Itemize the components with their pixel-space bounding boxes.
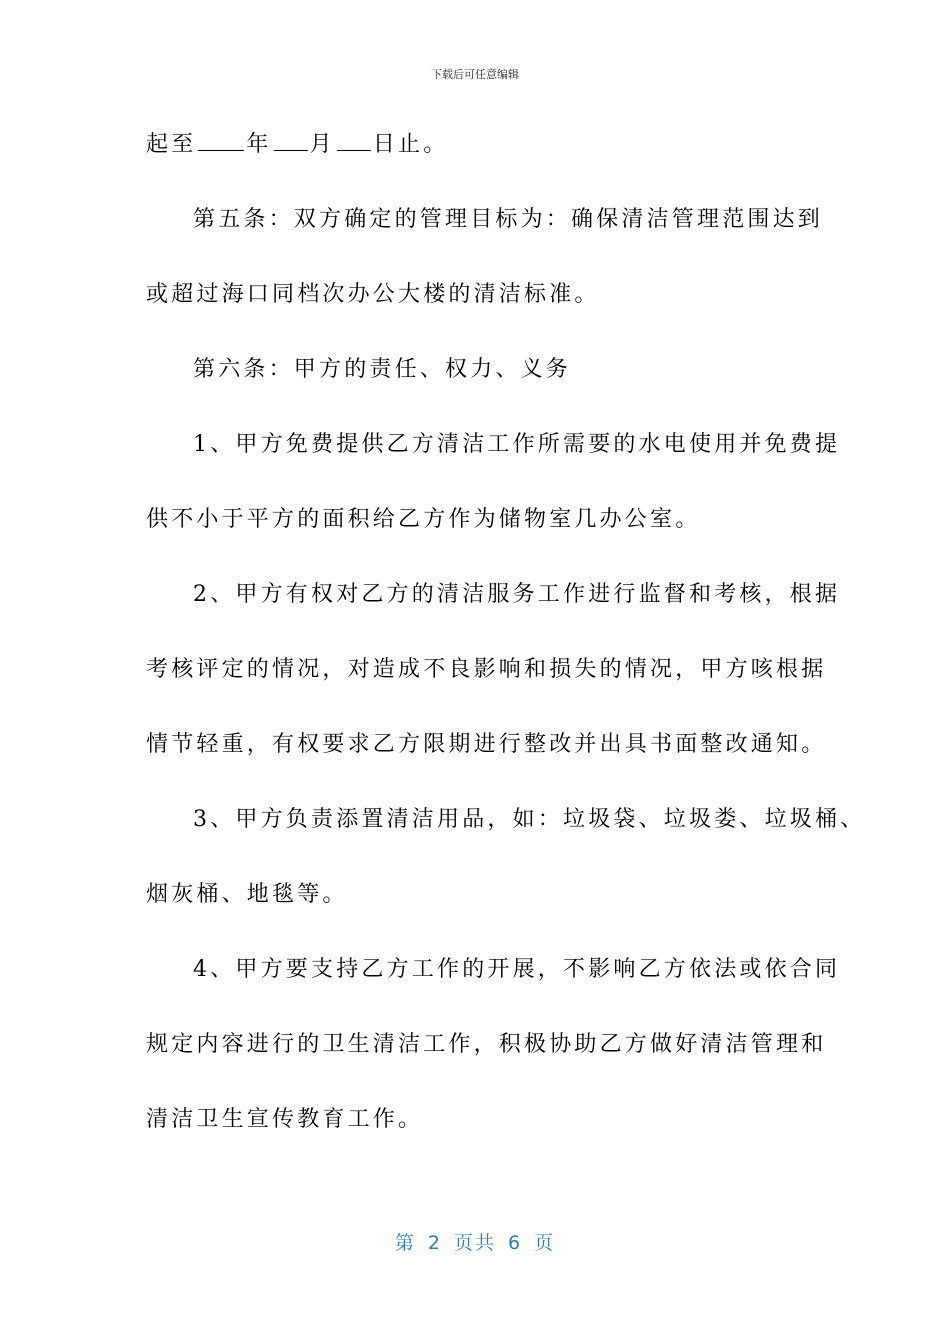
item1-line1: 1、甲方免费提供乙方清洁工作所需要的水电使用并免费提 bbox=[193, 432, 841, 457]
footer-middle: 页共 bbox=[453, 1232, 496, 1254]
item4-line3: 清洁卫生宣传教育工作。 bbox=[146, 1107, 424, 1132]
article6-title: 第六条：甲方的责任、权力、义务 bbox=[193, 357, 572, 382]
item4-line2: 规定内容进行的卫生清洁工作，积极协助乙方做好清洁管理和 bbox=[146, 1032, 827, 1057]
item3-line2: 烟灰桶、地毯等。 bbox=[146, 882, 348, 907]
month-blank bbox=[274, 132, 308, 151]
date-line-start: 起至 bbox=[146, 132, 197, 157]
day-label: 日止。 bbox=[372, 132, 449, 157]
item2-line1: 2、甲方有权对乙方的清洁服务工作进行监督和考核，根据 bbox=[193, 582, 841, 607]
article5-line1: 第五条：双方确定的管理目标为：确保清洁管理范围达到 bbox=[193, 207, 824, 232]
year-label: 年 bbox=[246, 132, 272, 157]
footer-total-pages: 6 bbox=[508, 1232, 523, 1254]
header-note: 下载后可任意编辑 bbox=[431, 68, 519, 81]
footer-prefix: 第 bbox=[394, 1232, 416, 1254]
item4-line1: 4、甲方要支持乙方工作的开展，不影响乙方依法或依合同 bbox=[193, 957, 841, 982]
item3-line1: 3、甲方负责添置清洁用品，如：垃圾袋、垃圾娄、垃圾桶、 bbox=[193, 807, 866, 832]
article5-line2: 或超过海口同档次办公大楼的清洁标准。 bbox=[146, 282, 600, 307]
item1-line2: 供不小于平方的面积给乙方作为储物室几办公室。 bbox=[146, 507, 701, 532]
page-footer bbox=[0, 1228, 950, 1255]
footer-page-number: 2 bbox=[427, 1232, 442, 1254]
item2-line2: 考核评定的情况，对造成不良影响和损失的情况，甲方咳根据 bbox=[146, 657, 827, 682]
month-label: 月 bbox=[309, 132, 335, 157]
date-line bbox=[146, 132, 448, 158]
item2-line3: 情节轻重，有权要求乙方限期进行整改并出具书面整改通知。 bbox=[146, 732, 827, 757]
footer-suffix: 页 bbox=[534, 1232, 556, 1254]
year-blank bbox=[198, 132, 244, 151]
day-blank bbox=[337, 132, 371, 151]
